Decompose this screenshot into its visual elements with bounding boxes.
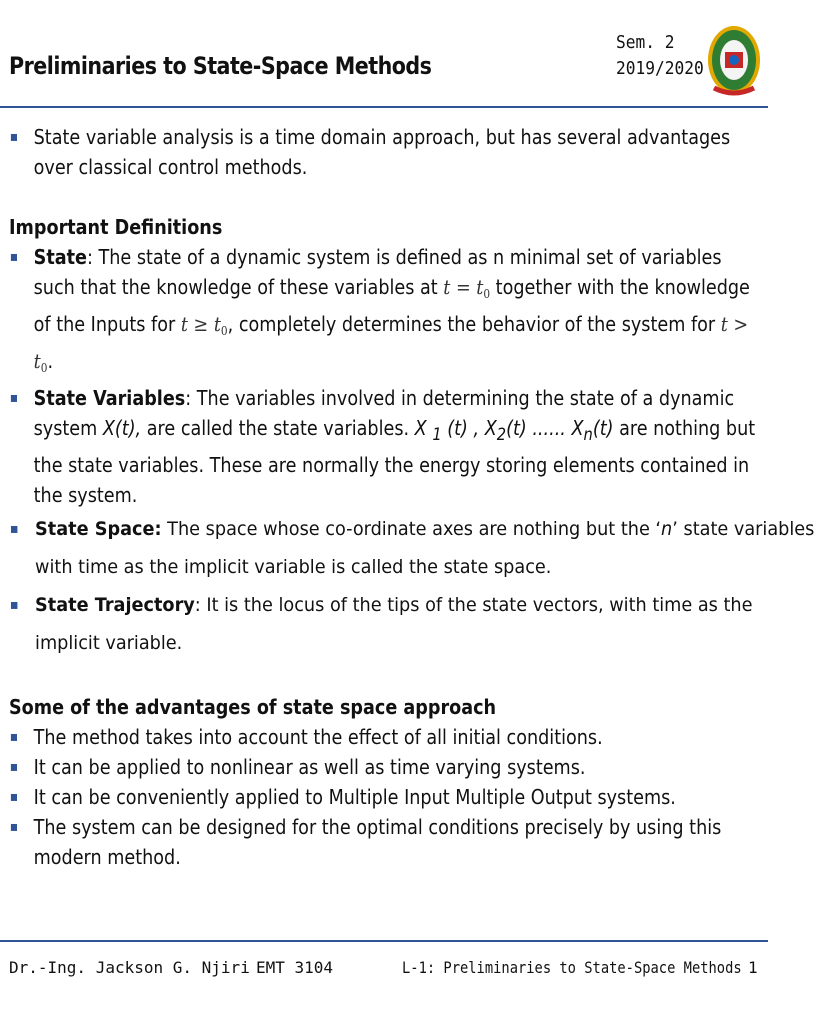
slide-title: Preliminaries to State-Space Methods (9, 52, 432, 80)
slide-body (9, 122, 815, 872)
bullet-icon: ▪ (9, 759, 19, 775)
bullet-icon: ▪ (9, 521, 19, 537)
semester-info (616, 30, 704, 82)
math-t-gt-t0: $t > t_0$ (33, 312, 749, 375)
x2-symbol: $X_2(t)$ ...... (484, 416, 566, 444)
header-divider (0, 106, 768, 108)
footer-divider (0, 940, 768, 942)
academic-year: 2019/2020 (616, 58, 704, 79)
bullet-icon: ▪ (9, 819, 19, 835)
list-item: ▪ It can be applied to nonlinear as well as time varying systems. (9, 752, 759, 782)
list-item: ▪ The system can be designed for the optimal conditions precisely by using this modern method. (9, 812, 759, 872)
bullet-icon: ▪ (9, 249, 19, 265)
list-item: ▪ It can be conveniently applied to Multiple Input Multiple Output systems. (9, 782, 759, 812)
bullet-icon: ▪ (9, 729, 19, 745)
math-t-equals-t0: $t = t_0$ (443, 275, 491, 301)
x1-symbol: X $_1$ (t) , (414, 416, 480, 444)
footer-lecture: L-1: Preliminaries to State-Space Methods (402, 958, 742, 977)
state-variables-term: State Variables (33, 386, 186, 410)
footer-author: Dr.-Ing. Jackson G. Njiri (9, 958, 250, 977)
bullet-icon: ▪ (9, 129, 19, 145)
state-term: State (33, 245, 87, 269)
xn-symbol: $X_n(t)$ (571, 416, 614, 444)
state-trajectory-definition: ▪ State Trajectory: It is the locus of the tips of the state vectors, with time as the implicit variable. (9, 586, 818, 662)
page-number: 1 (748, 958, 758, 977)
definitions-heading: Important Definitions (9, 215, 223, 239)
math-t-ge-t0: $t \ge t_0$ (180, 312, 228, 338)
intro-bullet: ▪ State variable analysis is a time domain approach, but has several advantages over classical control methods. (9, 122, 759, 182)
bullet-icon: ▪ (9, 390, 19, 406)
bullet-icon: ▪ (9, 597, 19, 613)
state-variables-definition: ▪ State Variables: The variables involved in determining the state of a dynamic system X(t), are called the state variables. X $_1$ (t) , $X_2(t)$ ...... $X_n(t)$ are nothing but the state variables. These are normally the energy storing elements contained in the system. (9, 383, 759, 510)
advantages-heading: Some of the advantages of state space approach (9, 695, 497, 719)
state-space-term: State Space: (35, 518, 162, 540)
semester-label: Sem. 2 (616, 32, 675, 53)
state-trajectory-term: State Trajectory (35, 594, 195, 616)
state-definition: ▪ State: The state of a dynamic system is defined as n minimal set of variables such that the knowledge of these variables at $t = t_0$ together with the knowledge of the Inputs for $t \ge t_0$, completely determines the behavior of the system for $t > t_0$. (9, 242, 759, 383)
university-crest-icon (706, 22, 762, 100)
slide-header (0, 0, 768, 106)
list-item: ▪ The method takes into account the effect of all initial conditions. (9, 722, 759, 752)
footer-course: EMT 3104 (256, 958, 334, 977)
state-space-definition: ▪ State Space: The space whose co-ordinate axes are nothing but the ‘n’ state variables with time as the implicit variable is called the state space. (9, 510, 818, 586)
bullet-icon: ▪ (9, 789, 19, 805)
